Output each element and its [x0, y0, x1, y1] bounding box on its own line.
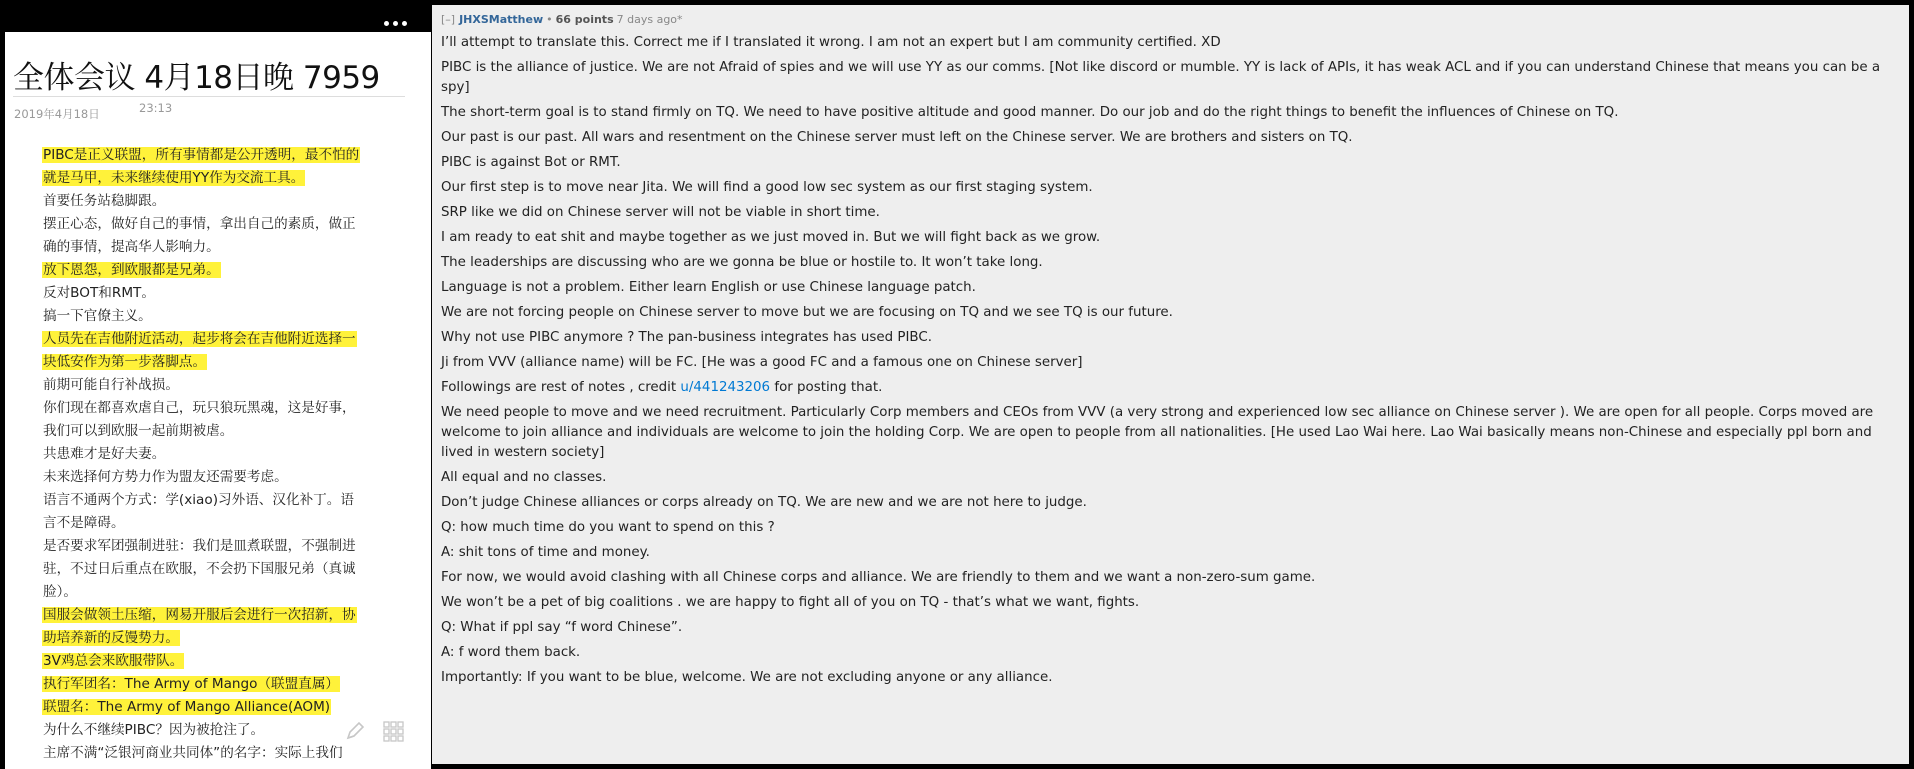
note-line-text: PIBC是正义联盟，所有事情都是公开透明，最不怕的 [43, 147, 360, 163]
note-line [42, 213, 407, 236]
note-panel [5, 32, 431, 769]
note-line [42, 420, 407, 443]
comment-paragraph: We are not forcing people on Chinese server to move but we are focusing on TQ and we see TQ is our future. [441, 305, 1173, 320]
note-line-highlighted [42, 167, 407, 190]
comment-paragraph: We need people to move and we need recruitment. Particularly Corp members and CEOs from VVV (a very strong and experienced low sec alliance on Chinese server ). We are open for all people. Corps moved are welcome to join alliance and individuals are welcome to join the holding Corp. We are open to people from all nationalities. [He used Lao Wai here. Lao Wai basically means non-Chinese and especially ppl born and lived in western society] [441, 405, 1874, 460]
note-line [42, 282, 407, 305]
note-line-text: 共患难才是好夫妻。 [43, 446, 166, 462]
note-line-text: 确的事情，提高华人影响力。 [43, 239, 220, 255]
note-line-text: 首要任务站稳脚跟。 [43, 193, 166, 209]
comment-paragraph [441, 378, 1901, 398]
comment-paragraph: Our past is our past. All wars and resentment on the Chinese server must left on the Chinese server. We are brothers and sisters on TQ. [441, 130, 1353, 145]
note-line [42, 535, 407, 558]
floating-toolbar [343, 720, 405, 744]
comment-paragraph: Don’t judge Chinese alliances or corps already on TQ. We are new and we are not here to judge. [441, 495, 1087, 510]
comment-paragraph: All equal and no classes. [441, 470, 607, 485]
note-line [42, 742, 407, 765]
note-line-highlighted [42, 696, 407, 719]
comment-paragraph: PIBC is against Bot or RMT. [441, 155, 621, 170]
note-line-text: 反对BOT和RMT。 [43, 285, 155, 301]
note-line-text: 放下恩怨，到欧服都是兄弟。 [43, 262, 220, 278]
note-line [42, 397, 407, 420]
note-line-text: 我们可以到欧服一起前期被虐。 [43, 423, 234, 439]
note-line-text: 未来选择何方势力作为盟友还需要考虑。 [43, 469, 288, 485]
comment-paragraph: A: shit tons of time and money. [441, 545, 650, 560]
note-line [42, 190, 407, 213]
note-line [42, 489, 407, 512]
comment-paragraph: Language is not a problem. Either learn English or use Chinese language patch. [441, 280, 976, 295]
comment-paragraph: A: f word them back. [441, 645, 581, 660]
note-line-text: 执行军团名：The Army of Mango（联盟直属） [43, 676, 340, 692]
comment-paragraph: Ji from VVV (alliance name) will be FC. [He was a good FC and a famous one on Chinese server] [441, 355, 1083, 370]
pencil-icon[interactable] [343, 720, 367, 744]
note-line-text: 搞一下官僚主义。 [43, 308, 152, 324]
note-line-text: 就是马甲，未来继续使用YY作为交流工具。 [43, 170, 305, 186]
note-line-text: 你们现在都喜欢虐自己，玩只狼玩黑魂，这是好事， [43, 400, 356, 416]
note-line-text: 语言不通两个方式：学(xiao)习外语、汉化补丁。语 [43, 492, 354, 508]
note-line-highlighted [42, 328, 407, 351]
note-line-text: 脸）。 [43, 584, 77, 600]
comment-timestamp[interactable]: 7 days ago* [616, 13, 683, 26]
comment-paragraph: Q: how much time do you want to spend on this ? [441, 520, 775, 535]
comment-paragraph: Our first step is to move near Jita. We will find a good low sec system as our first staging system. [441, 180, 1093, 195]
more-options-icon[interactable] [380, 16, 410, 30]
comment-paragraph: SRP like we did on Chinese server will not be viable in short time. [441, 205, 880, 220]
note-line-text: 是否要求军团强制进驻：我们是皿煮联盟，不强制进 [43, 538, 356, 554]
user-link[interactable]: u/441243206 [680, 380, 771, 395]
note-line [42, 466, 407, 489]
note-line-highlighted [42, 627, 407, 650]
paragraph-text-after: for posting that. [770, 380, 883, 395]
note-line-text: 主席不满“泛银河商业共同体”的名字：实际上我们 [43, 745, 343, 761]
note-line-highlighted [42, 673, 407, 696]
grid-icon[interactable] [381, 720, 405, 744]
comment-score: 66 points [555, 13, 614, 26]
note-time: 23:13 [139, 101, 173, 115]
note-line [42, 581, 407, 604]
note-line-text: 3V鸡总会来欧服带队。 [43, 653, 184, 669]
note-line-highlighted [42, 144, 407, 167]
comment-paragraph: PIBC is the alliance of justice. We are not Afraid of spies and we will use YY as our comms. [Not like discord or mumble. YY is lack of APIs, it has weak ACL and if you can understand Chinese that means you can be a spy] [441, 60, 1881, 95]
note-line-text: 联盟名：The Army of Mango Alliance(AOM) [43, 699, 331, 715]
collapse-toggle[interactable]: [–] [441, 13, 456, 26]
note-line-text: 言不是障碍。 [43, 515, 125, 531]
note-date: 2019年4月18日 [14, 107, 100, 121]
note-line-highlighted [42, 259, 407, 282]
comment-paragraph: I am ready to eat shit and maybe together as we just moved in. But we will fight back as we grow. [441, 230, 1101, 245]
note-title: 全体会议 4月18日晚 7959 [13, 60, 380, 96]
note-line-text: 驻，不过日后重点在欧服，不会扔下国服兄弟（真诚 [43, 561, 356, 577]
header-separator: • [546, 13, 553, 26]
comment-paragraph: Q: What if ppl say “f word Chinese”. [441, 620, 683, 635]
note-line-text: 人员先在吉他附近活动，起步将会在吉他附近选择一 [43, 331, 356, 347]
reddit-comment [432, 5, 1909, 764]
comment-paragraph: I’ll attempt to translate this. Correct me if I translated it wrong. I am not an expert but I am community certified. XD [441, 35, 1221, 50]
paragraph-text-before: Followings are rest of notes , credit [441, 380, 681, 395]
note-line-text: 前期可能自行补战损。 [43, 377, 179, 393]
comment-paragraph: The leaderships are discussing who are we gonna be blue or hostile to. It won’t take long. [441, 255, 1043, 270]
note-line-text: 块低安作为第一步落脚点。 [43, 354, 207, 370]
note-line-highlighted [42, 650, 407, 673]
note-line-highlighted [42, 604, 407, 627]
note-line-text: 国服会做领土压缩，网易开服后会进行一次招新，协 [43, 607, 356, 623]
comment-paragraph: Why not use PIBC anymore ? The pan-business integrates has used PIBC. [441, 330, 932, 345]
note-line [42, 512, 407, 535]
note-body [42, 144, 407, 765]
comment-paragraph: The short-term goal is to stand firmly on TQ. We need to have positive altitude and good manner. Do our job and do the right things to benefit the influences of Chinese on TQ. [441, 105, 1619, 120]
note-line-text: 摆正心态，做好自己的事情，拿出自己的素质，做正 [43, 216, 356, 232]
comment-paragraph: Importantly: If you want to be blue, welcome. We are not excluding anyone or any alliance. [441, 670, 1053, 685]
note-line [42, 374, 407, 397]
comment-body [441, 33, 1901, 693]
comment-header [441, 13, 683, 26]
note-line-text: 为什么不继续PIBC？因为被抢注了。 [43, 722, 265, 738]
note-line-text: 助培养新的反馒势力。 [43, 630, 179, 646]
note-line [42, 558, 407, 581]
comment-paragraph: For now, we would avoid clashing with all Chinese corps and alliance. We are friendly to them and we want a non-zero-sum game. [441, 570, 1316, 585]
comment-author-link[interactable]: JHXSMatthew [459, 13, 544, 26]
note-line [42, 443, 407, 466]
comment-paragraph: We won’t be a pet of big coalitions . we are happy to fight all of you on TQ - that’s what we want, fights. [441, 595, 1140, 610]
title-divider [13, 96, 405, 97]
note-line-highlighted [42, 351, 407, 374]
note-line [42, 305, 407, 328]
note-line [42, 236, 407, 259]
